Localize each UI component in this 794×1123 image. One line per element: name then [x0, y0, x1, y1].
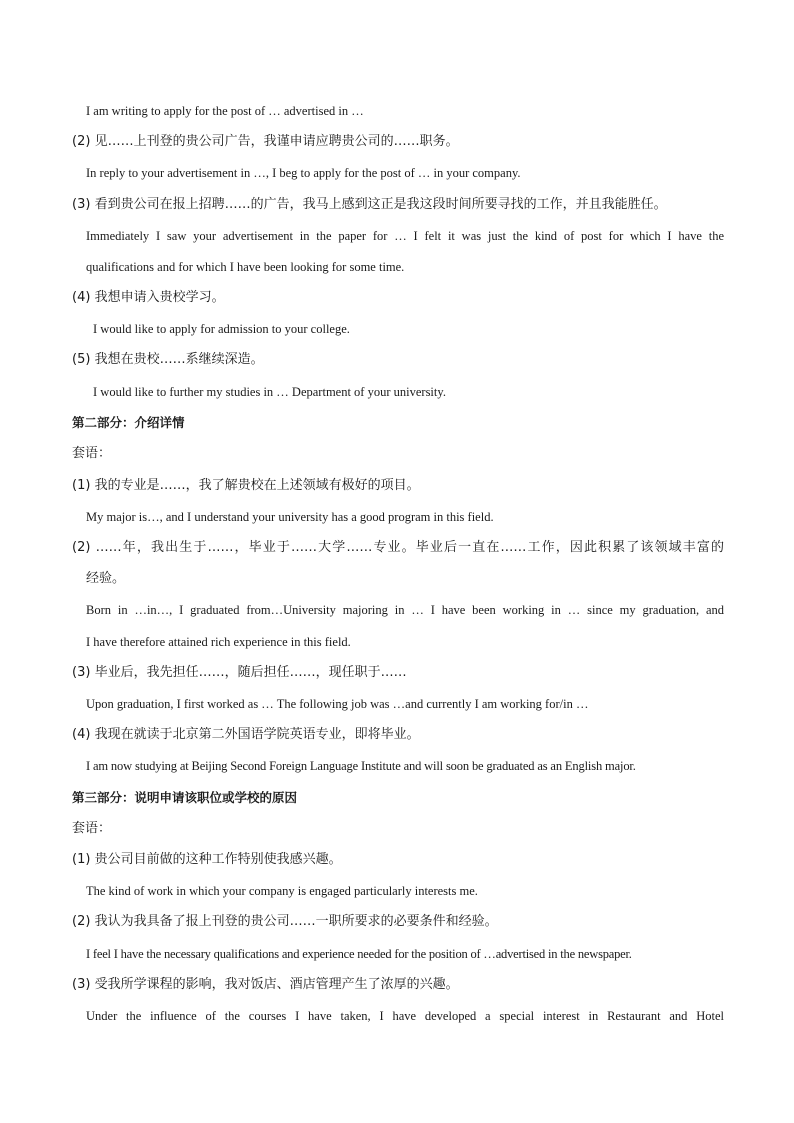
item-chinese: 我认为我具备了报上刊登的贵公司……一职所要求的必要条件和经验。: [94, 914, 498, 929]
item-number: (4): [72, 727, 91, 742]
item-number: (2): [72, 914, 91, 929]
part1-item-3-en-line2: qualifications and for which I have been looking for some time.: [86, 260, 405, 274]
item-number: (3): [72, 197, 91, 212]
part1-item-2-cn: [72, 134, 724, 150]
item-number: (1): [72, 478, 91, 493]
part2-label: 套语：: [72, 446, 112, 461]
item-number: (2): [72, 540, 91, 555]
item-chinese: 见……上刊登的贵公司广告，我谨申请应聘贵公司的……职务。: [94, 134, 459, 149]
item-number: (3): [72, 977, 91, 992]
part1-item-5-cn: [72, 352, 724, 368]
part2-heading: 第二部分：介绍详情: [72, 415, 185, 430]
item-chinese: 看到贵公司在报上招聘……的广告，我马上感到这正是我这段时间所要寻找的工作，并且我能胜任。: [94, 197, 667, 212]
part3-item-2-cn: [72, 914, 724, 930]
part3-heading: 第三部分：说明申请该职位或学校的原因: [72, 790, 298, 805]
part2-item-3-cn: [72, 665, 724, 681]
item-chinese: 我想在贵校……系继续深造。: [94, 352, 264, 367]
item-number: (2): [72, 134, 91, 149]
part2-item-2-en-line2: I have therefore attained rich experience in this field.: [86, 635, 351, 649]
part2-item-4-cn: [72, 727, 724, 743]
part3-item-3-cn: [72, 977, 724, 993]
part1-intro-example: I am writing to apply for the post of … advertised in …: [86, 104, 364, 118]
part2-item-1-en: My major is…, and I understand your university has a good program in this field.: [86, 510, 494, 524]
part3-item-2-en: I feel I have the necessary qualifications and experience needed for the position of …advertised in the newspaper.: [86, 947, 632, 961]
part3-label: 套语：: [72, 821, 112, 836]
item-number: (5): [72, 352, 91, 367]
item-chinese: 我的专业是……，我了解贵校在上述领域有极好的项目。: [94, 478, 420, 493]
part2-item-2-cn-line2: 经验。: [86, 571, 126, 586]
item-chinese: 受我所学课程的影响，我对饭店、酒店管理产生了浓厚的兴趣。: [94, 977, 459, 992]
item-chinese: 贵公司目前做的这种工作特别使我感兴趣。: [94, 852, 342, 867]
part1-item-4-en: I would like to apply for admission to your college.: [93, 322, 350, 336]
part2-item-3-en: Upon graduation, I first worked as … The following job was …and currently I am working for/in …: [86, 697, 589, 711]
part2-item-4-en: I am now studying at Beijing Second Foreign Language Institute and will soon be graduated as an English major.: [86, 759, 636, 773]
part1-item-3-cn: [72, 197, 724, 213]
part1-item-4-cn: [72, 290, 724, 306]
item-number: (4): [72, 290, 91, 305]
part1-item-5-en: I would like to further my studies in … Department of your university.: [93, 385, 446, 399]
part1-item-2-en: In reply to your advertisement in …, I beg to apply for the post of … in your company.: [86, 166, 521, 180]
part2-item-2-en-line1: Born in …in…, I graduated from…University majoring in … I have been working in … since my graduation, and: [86, 603, 724, 617]
part2-item-1-cn: [72, 478, 724, 494]
item-chinese: 我现在就读于北京第二外国语学院英语专业，即将毕业。: [94, 727, 420, 742]
item-chinese: 毕业后，我先担任……，随后担任……，现任职于……: [94, 665, 407, 680]
item-number: (3): [72, 665, 91, 680]
item-chinese: ……年，我出生于……，毕业于……大学……专业。毕业后一直在……工作，因此积累了该领域丰富的: [95, 540, 724, 555]
part3-item-1-en: The kind of work in which your company is engaged particularly interests me.: [86, 884, 478, 898]
part3-item-3-en: Under the influence of the courses I have taken, I have developed a special interest in Restaurant and Hotel: [86, 1009, 724, 1023]
item-chinese: 我想申请入贵校学习。: [94, 290, 225, 305]
part2-item-2-cn-line1: [72, 540, 724, 556]
part1-item-3-en-line1: Immediately I saw your advertisement in the paper for … I felt it was just the kind of post for which I have the: [86, 229, 724, 243]
item-number: (1): [72, 852, 91, 867]
part3-item-1-cn: [72, 852, 724, 868]
